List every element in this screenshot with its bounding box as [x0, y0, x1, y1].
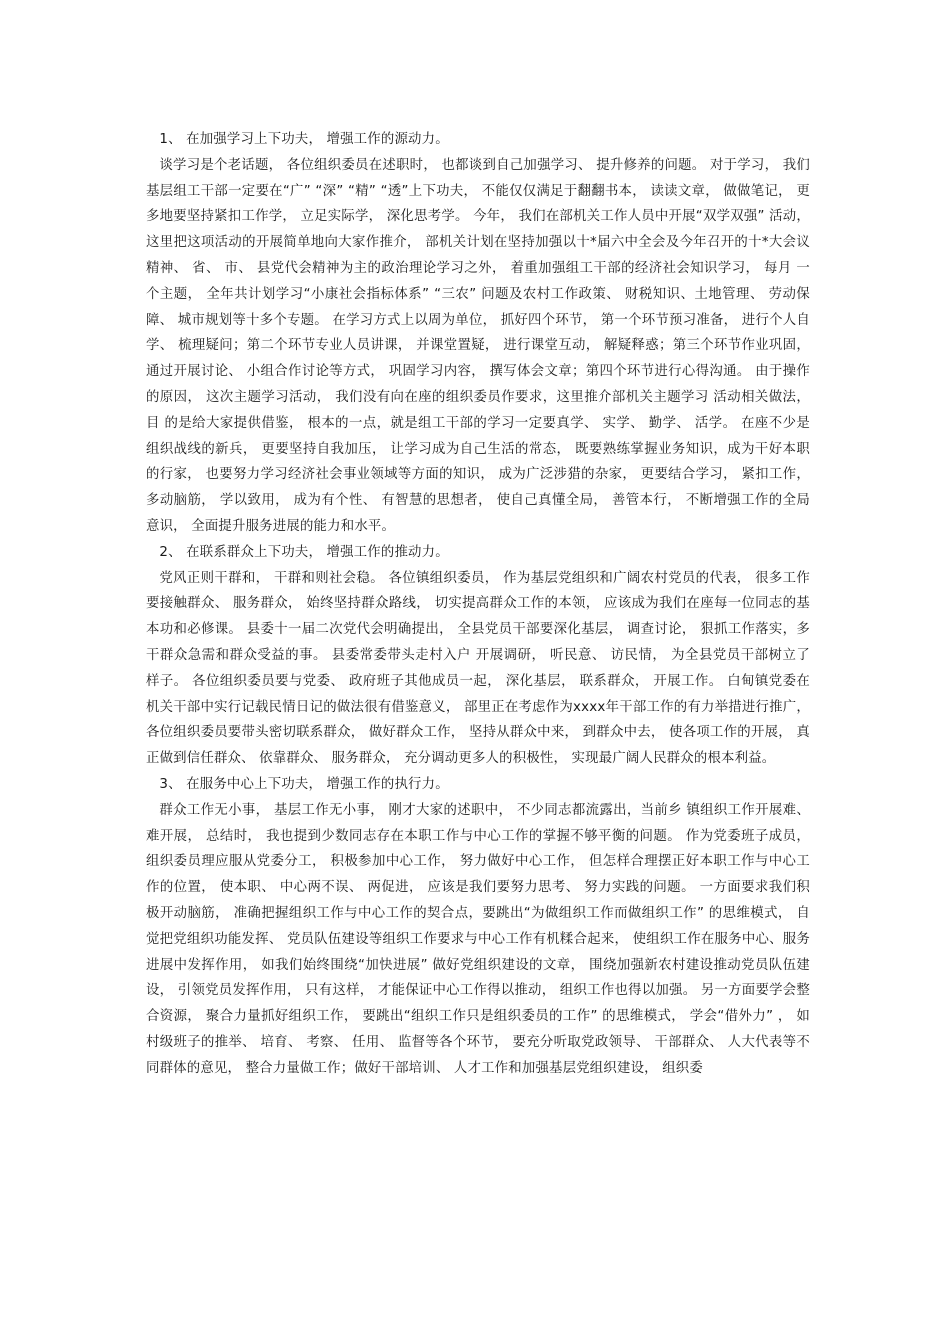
- section-1-body: 谈学习是个老话题， 各位组织委员在述职时， 也都谈到自己加强学习、 提升修养的问题。 对于学习， 我们基层组工干部一定要在“广” “深” “精” “透”上下功夫， 不能仅仅满足于翻翻书本， 读读文章， 做做笔记， 更多地要坚持紧扣工作学， 立足实际学， 深化思考学。 今年， 我们在部机关工作人员中开展“双学双强” 活动， 这里把这项活动的开展简单地向大家作推介， 部机关计划在坚持加强以十*届六中全会及今年召开的十*大会议精神、 省、 市、 县党代会精神为主的政治理论学习之外， 着重加强组工干部的经济社会知识学习， 每月 一个主题， 全年共计划学习“小康社会指标体系” “三农” 问题及农村工作政策、 财税知识、土地管理、 劳动保障、 城市规划等十多个专题。 在学习方式上以周为单位， 抓好四个环节， 第一个环节预习准备， 进行个人自学、 梳理疑问；第二个环节专业人员讲课， 并课堂置疑， 进行课堂互动， 解疑释惑；第三个环节作业巩固， 通过开展讨论、 小组合作讨论等方式， 巩固学习内容， 撰写体会文章；第四个环节进行心得沟通。 由于操作的原因， 这次主题学习活动， 我们没有向在座的组织委员作要求，这里推介部机关主题学习 活动相关做法， 目 的是给大家提供借鉴， 根本的一点，就是组工干部的学习一定要真学、 实学、 勤学、 活学。 在座不少是组织战线的新兵， 更要坚持自我加压， 让学习成为自己生活的常态， 既要熟练掌握业务知识，成为干好本职的行家， 也要努力学习经济社会事业领域等方面的知识， 成为广泛涉猎的杂家， 更要结合学习， 紧扣工作， 多动脑筋， 学以致用， 成为有个性、 有智慧的思想者， 使自己真懂全局， 善管本行， 不断增强工作的全局意识， 全面提升服务进展的能力和水平。: [146, 157, 810, 534]
- section-3-body: 群众工作无小事， 基层工作无小事， 刚才大家的述职中， 不少同志都流露出，当前乡 镇组织工作开展难、 难开展， 总结时， 我也提到少数同志存在本职工作与中心工作的掌握不够平衡的问题。 作为党委班子成员， 组织委员理应服从党委分工， 积极参加中心工作， 努力做好中心工作， 但怎样合理摆正好本职工作与中心工作的位置， 使本职、 中心两不误、 两促进， 应该是我们要努力思考、 努力实践的问题。 一方面要求我们积极开动脑筋， 准确把握组织工作与中心工作的契合点，要跳出“为做组织工作而做组织工作” 的思维模式， 自觉把党组织功能发挥、 党员队伍建设等组织工作要求与中心工作有机糅合起来， 使组织工作在服务中心、服务进展中发挥作用， 如我们始终围绕“加快进展” 做好党组织建设的文章， 围绕加强新农村建设推动党员队伍建设， 引领党员发挥作用， 只有这样， 才能保证中心工作得以推动， 组织工作也得以加强。 另一方面要学会整合资源， 聚合力量抓好组织工作， 要跳出“组织工作只是组织委员的工作” 的思维模式， 学会“借外力” ， 如村级班子的推举、 培育、 考察、 任用、 监督等各个环节， 要充分听取党政领导、 干部群众、 人大代表等不同群体的意见， 整合力量做工作；做好干部培训、 人才工作和加强基层党组织建设， 组织委: [146, 802, 810, 1076]
- section-3-heading: 3、 在服务中心上下功夫， 增强工作的执行力。: [159, 776, 449, 792]
- section-2-body: 党风正则干群和， 干群和则社会稳。 各位镇组织委员， 作为基层党组织和广阔农村党员的代表， 很多工作要接触群众、 服务群众， 始终坚持群众路线， 切实提高群众工作的本领， 应该成为我们在座每一位同志的基本功和必修课。 县委十一届二次党代会明确提出， 全县党员干部要深化基层， 调查讨论， 狠抓工作落实，多干群众急需和群众受益的事。 县委常委带头走村入户 开展调研， 听民意、 访民情， 为全县党员干部树立了 样子。 各位组织委员要与党委、 政府班子其他成员一起， 深化基层， 联系群众， 开展工作。 白甸镇党委在机关干部中实行记载民情日记的做法很有借鉴意义， 部里正在考虑作为xxxx年干部工作的有力举措进行推广，各位组织委员要带头密切联系群众， 做好群众工作， 坚持从群众中来， 到群众中去， 使各项工作的开展， 真正做到信任群众、 依靠群众、 服务群众， 充分调动更多人的积极性， 实现最广阔人民群众的根本利益。: [146, 570, 810, 767]
- section-2-heading: 2、 在联系群众上下功夫， 增强工作的推动力。: [159, 544, 449, 560]
- section-1-heading: 1、 在加强学习上下功夫， 增强工作的源动力。: [159, 132, 449, 147]
- document-page: [146, 127, 810, 1081]
